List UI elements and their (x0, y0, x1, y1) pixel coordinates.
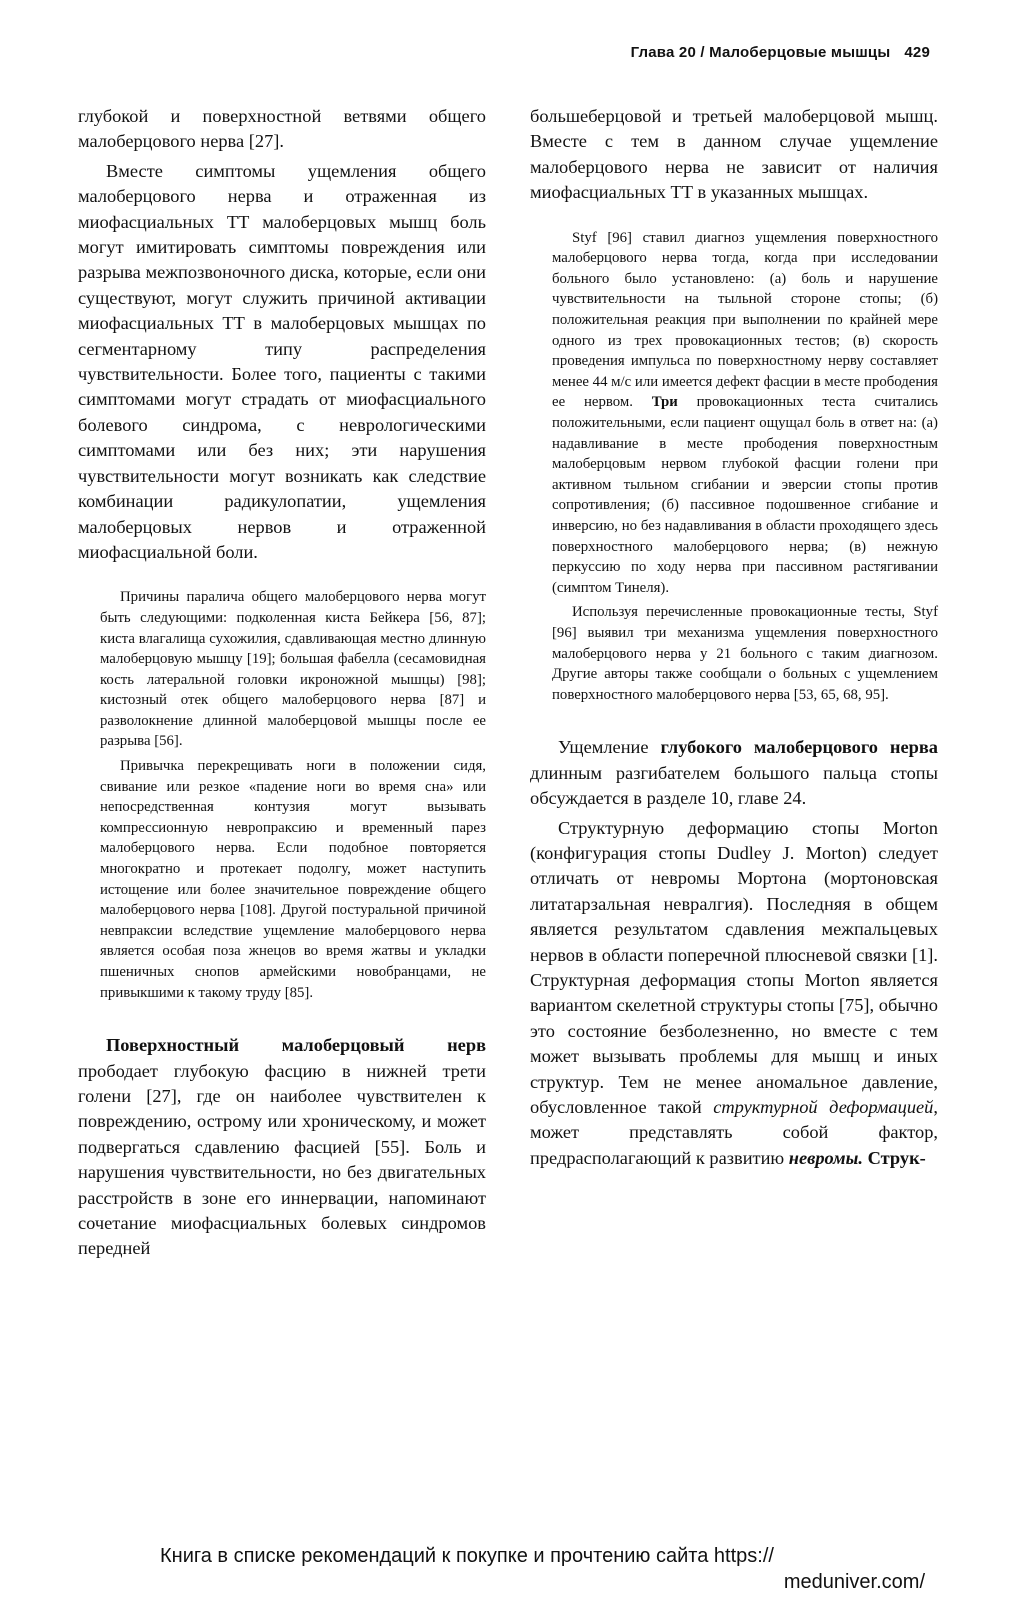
chapter-title: Глава 20 / Малоберцовые мышцы (630, 44, 891, 61)
deep-nerve-text: длинным разгибателем большого пальца стопы обсуждается в разделе 10, главе 24. (530, 762, 938, 809)
right-column (530, 104, 938, 1171)
superficial-nerve-term: Поверхностный малоберцовый нерв (106, 1035, 486, 1056)
styf-text-c: провокационных теста считались положительными, если пациент ощущал боль в ответ на: (а) надавливание в месте прободения поверхностным малоберцовым нервом глубокой фасции голени при активном тыльном сгибании и эверсии стопы против сопротивления; (б) пассивное подошвенное сгибание и инверсию, но без надавливания в области проходящего здесь поверхностного малоберцового нерва; (в) нежную перкуссию по ходу нерва при пассивном растягивании (симптом Тинеля). (552, 394, 938, 596)
page-number: 429 (904, 44, 930, 61)
styf-text-a: Styf [96] ставил диагноз ущемления поверхностного малоберцового нерва тогда, когда при исследовании больного было установлено: (а) боль и нарушение чувствительности на тыльной стороне стопы; (б) положительная реакция при выполнении по крайней мере одного из трех провокационных тестов; (в) скорость проведения импульса по поверхностному нерву составляет менее 44 м/с или имеется дефект фасции в месте прободения ее нервом. (552, 229, 938, 411)
left-paragraph-3-text: прободает глубокую фасцию в нижней трети голени [27], где он наиболее чувствителен к повреждению, острому или хроническому, и может подвергаться сдавлению фасцией [55]. Боль и нарушения чувствительности, но без двигательных расстройств в зоне его иннервации, напоминают сочетание миофасциальных болевых синдромов передней (78, 1060, 486, 1259)
left-paragraph-2: Вместе симптомы ущемления общего малоберцового нерва и отраженная из миофасциальных ТТ малоберцовых мышц боль могут имитировать симптомы повреждения или разрыва межпозвоночного диска, которые, если они существуют, могут служить причиной активации миофасциальных ТТ в малоберцовых мышцах по сегментарному типу распределения чувствительности. Более того, пациенты с такими симптомами могут страдать от миофасциального болевого синдрома, с неврологическими симптомами или без них; эти нарушения чувствительности могут возникать как следствие комбинации радикулопатии, ущемления малоберцовых нервов и отраженной миофасциальной боли. (78, 160, 486, 562)
morton-text-e: Струк- (863, 1147, 926, 1168)
right-small-paragraph-1 (552, 228, 938, 599)
structural-deformation-term: структурной деформацией (713, 1096, 934, 1117)
morton-text-a: Структурную деформацию стопы Morton (конфигурация стопы Dudley J. Morton) следует отличать от невромы Мортона (мортоновская литатарзальная невралгия). Последняя в общем является результатом сдавления межпальцевых нервов в области поперечной плюсневой связки [1]. Структурная деформация стопы Morton является вариантом скелетной структуры стопы [75], обычно это состояние безболезненно, но вместе с тем может вызывать проблемы для мышц и иных структур. Тем не менее аномальное давление, обусловленное такой (530, 817, 938, 1117)
styf-text-bold: Три (651, 394, 678, 411)
left-paragraph-3 (78, 1033, 486, 1262)
deep-nerve-term: глубокого малоберцового нерва (660, 737, 938, 758)
running-header (631, 44, 930, 61)
neuroma-term: невромы. (788, 1147, 864, 1168)
left-column (78, 104, 486, 1262)
right-small-paragraph-2: Используя перечисленные провокационные тесты, Styf [96] выявил три механизма ущемления поверхностного малоберцового нерва у 21 больного с таким диагнозом. Другие авторы также сообщали о больных с ущемлением поверхностного малоберцового нерва [53, 65, 68, 95]. (552, 604, 938, 703)
left-small-paragraph-2: Привычка перекрещивать ноги в положении сидя, свивание или резкое «падение ноги во время сна» или непосредственная контузия могут вызывать компрессионную невропраксию и временный парез малоберцового нерва. Если подобное повторяется многократно и протекает подолгу, может наступить истощение или более значительное повреждение общего малоберцового нерва [108]. Другой постуральной причиной невпраксии вследствие ущемление малоберцового нерва является особая поза жнецов во время жатвы и укладки пшеничных снопов армейскими новобранцами, не привыкшими к такому труду [85]. (100, 758, 486, 1001)
right-paragraph-3 (530, 816, 938, 1172)
morton-text-c: , может представлять собой фактор, предрасполагающий к развитию (530, 1096, 938, 1168)
footer-line-1: Книга в списке рекомендаций к покупке и прочтению сайта https:// (160, 1545, 774, 1567)
left-paragraph-1: глубокой и поверхностной ветвями общего малоберцового нерва [27]. (78, 106, 486, 152)
footer-line-2: meduniver.com/ (783, 1571, 925, 1593)
right-paragraph-1: большеберцовой и третьей малоберцовой мышц. Вместе с тем в данном случае ущемление малоберцового нерва не зависит от наличия миофасциальных ТТ в указанных мышцах. (530, 106, 938, 203)
left-small-paragraph-1: Причины паралича общего малоберцового нерва могут быть следующими: подколенная киста Бейкера [56, 87]; киста влагалища сухожилия, сдавливающая местно длинную малоберцовую мышцу [19]; большая фабелла (сесамовидная кость латеральной головки икроножной мышцы) [98]; кистозный отек общего малоберцового нерва [87] и разволокнение длинной малоберцовой мышцы после ее разрыва [56]. (100, 589, 486, 750)
right-paragraph-2 (530, 735, 938, 811)
watermark-footer (160, 1543, 925, 1595)
deep-nerve-intro: Ущемление (558, 737, 661, 758)
